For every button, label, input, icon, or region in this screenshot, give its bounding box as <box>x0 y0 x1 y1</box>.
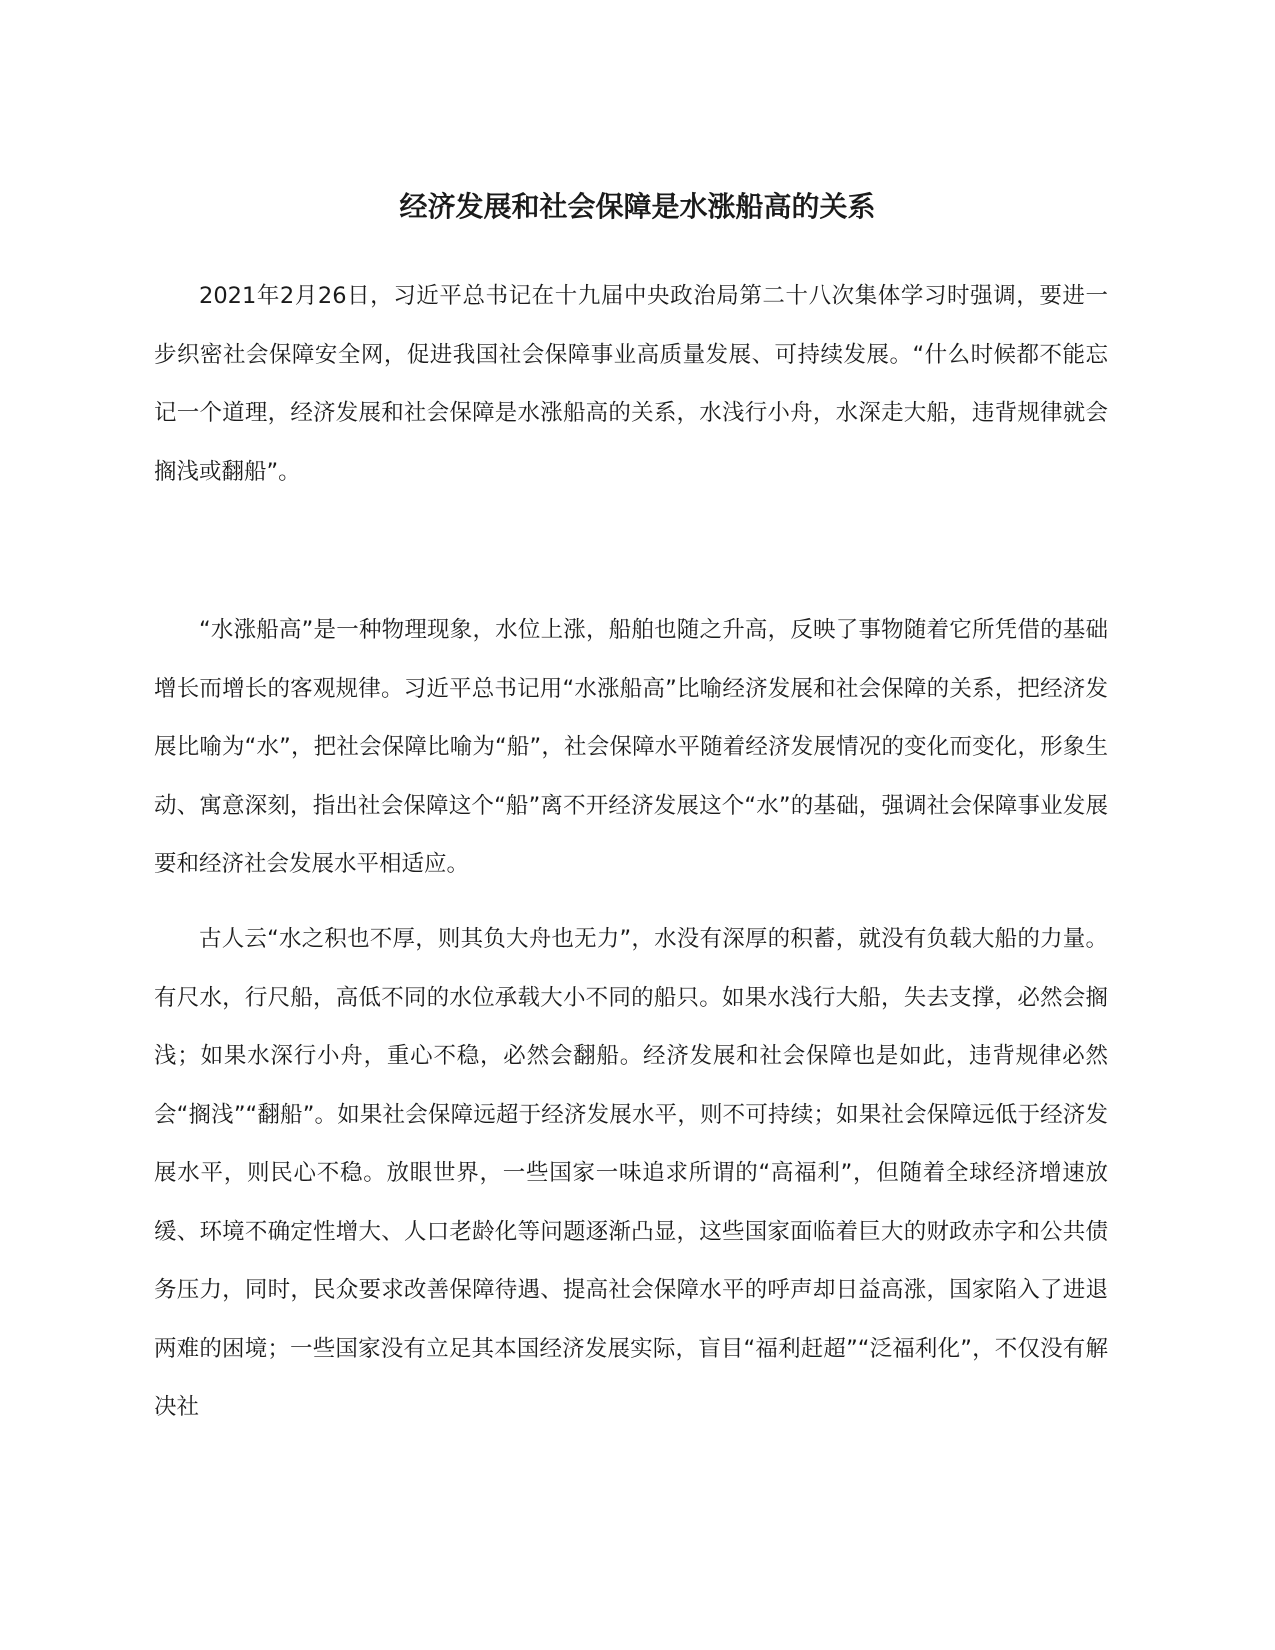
paragraph-3: 古人云“水之积也不厚，则其负大舟也无力”，水没有深厚的积蓄，就没有负载大船的力量。有尺水，行尺船，高低不同的水位承载大小不同的船只。如果水浅行大船，失去支撑，必然会搁浅；如果水深行小舟，重心不稳，必然会翻船。经济发展和社会保障也是如此，违背规律必然会“搁浅”“翻船”。如果社会保障远超于经济发展水平，则不可持续；如果社会保障远低于经济发展水平，则民心不稳。放眼世界，一些国家一味追求所谓的“高福利”，但随着全球经济增速放缓、环境不确定性增大、人口老龄化等问题逐渐凸显，这些国家面临着巨大的财政赤字和公共债务压力，同时，民众要求改善保障待遇、提高社会保障水平的呼声却日益高涨，国家陷入了进退两难的困境；一些国家没有立足其本国经济发展实际，盲目“福利赶超”“泛福利化”，不仅没有解决社 <box>154 926 1108 1420</box>
paragraph-1: 2021年2月26日，习近平总书记在十九届中央政治局第二十八次集体学习时强调，要进一步织密社会保障安全网，促进我国社会保障事业高质量发展、可持续发展。“什么时候都不能忘记一个道理，经济发展和社会保障是水涨船高的关系，水浅行小舟，水深走大船，违背规律就会搁浅或翻船”。 <box>154 283 1108 485</box>
document-title: 经济发展和社会保障是水涨船高的关系 <box>399 190 876 223</box>
paragraph-2: “水涨船高”是一种物理现象，水位上涨，船舶也随之升高，反映了事物随着它所凭借的基础增长而增长的客观规律。习近平总书记用“水涨船高”比喻经济发展和社会保障的关系，把经济发展比喻为“水”，把社会保障比喻为“船”，社会保障水平随着经济发展情况的变化而变化，形象生动、寓意深刻，指出社会保障这个“船”离不开经济发展这个“水”的基础，强调社会保障事业发展要和经济社会发展水平相适应。 <box>154 617 1108 877</box>
